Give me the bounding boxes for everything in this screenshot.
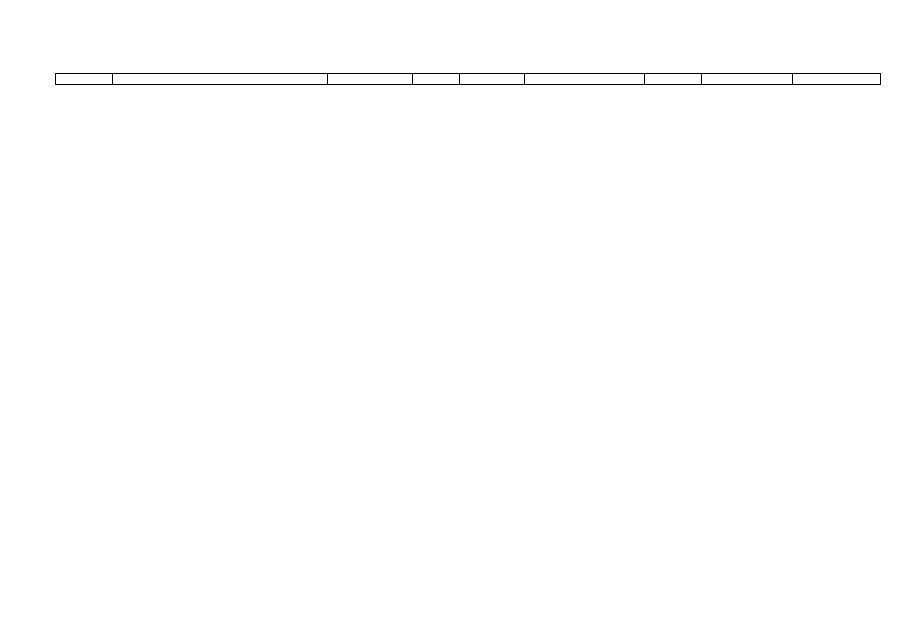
amount-column-8 bbox=[702, 86, 793, 87]
column-header-1 bbox=[56, 74, 113, 85]
column-header-2 bbox=[113, 74, 328, 85]
column-header-4 bbox=[413, 74, 460, 85]
row-description bbox=[113, 87, 328, 88]
amount-column-9 bbox=[793, 86, 881, 87]
ministry-code bbox=[328, 86, 413, 87]
budget-table bbox=[55, 73, 881, 88]
column-header-9 bbox=[793, 74, 881, 85]
section-code bbox=[413, 86, 460, 87]
table-row bbox=[56, 87, 881, 88]
column-header-7 bbox=[645, 74, 702, 85]
column-header-6 bbox=[525, 74, 645, 85]
subsection-code bbox=[460, 86, 525, 87]
expense-type-code bbox=[645, 86, 702, 87]
column-number-header bbox=[56, 74, 881, 85]
column-header-5 bbox=[460, 74, 525, 85]
column-header-3 bbox=[328, 74, 413, 85]
column-header-8 bbox=[702, 74, 793, 85]
target-article-code bbox=[525, 86, 645, 87]
